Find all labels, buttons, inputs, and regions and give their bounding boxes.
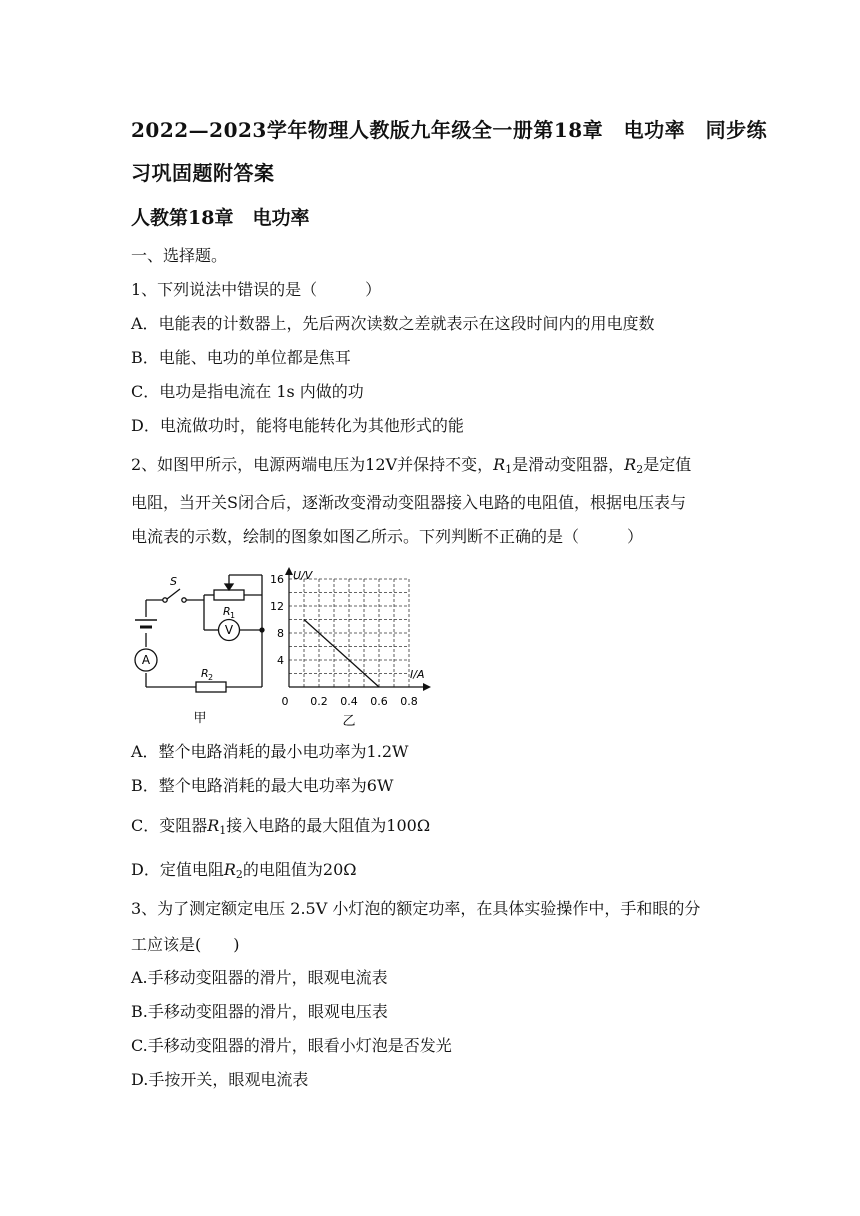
- r1-label: R: [223, 605, 231, 618]
- graph-caption: 乙: [342, 714, 356, 729]
- question-2-figure: [128, 565, 438, 730]
- question-3-stem-line-1: 3、为了测定额定电压 2.5V 小灯泡的额定功率，在具体实验操作中，手和眼的分: [131, 899, 701, 918]
- question-1-option-d: D．电流做功时，能将电能转化为其他形式的能: [131, 416, 464, 435]
- x-tick-label: 0.2: [310, 695, 328, 708]
- r1-subscript: 1: [505, 463, 513, 476]
- question-1-stem: 1、下列说法中错误的是（ ）: [131, 280, 382, 299]
- question-2-option-c: [131, 816, 430, 841]
- question-3-stem-line-2: 工应该是( ): [131, 935, 240, 954]
- stem-text: 是定值: [643, 455, 692, 474]
- question-1-option-b: B．电能、电功的单位都是焦耳: [131, 348, 351, 367]
- stem-text: 2、如图甲所示，电源两端电压为12V并保持不变，: [131, 455, 494, 474]
- y-tick-labels: [270, 573, 284, 667]
- question-2-stem-line-1: [131, 455, 691, 480]
- document-title-line-1: 2022—2023学年物理人教版九年级全一册第18章 电功率 同步练: [131, 118, 768, 142]
- option-text: D．定值电阻: [131, 860, 224, 879]
- graph-axes: [289, 573, 425, 687]
- figure-svg: [128, 565, 438, 730]
- y-tick-label: 16: [270, 573, 284, 586]
- section-heading: 一、选择题。: [131, 246, 228, 265]
- switch-blade: [167, 589, 180, 599]
- stem-text: 是滑动变阻器，: [512, 455, 625, 474]
- option-text: 接入电路的最大阻值为100Ω: [226, 816, 431, 835]
- r2-subscript: 2: [235, 868, 243, 881]
- voltmeter-label: V: [224, 623, 234, 637]
- question-1-option-c: C．电功是指电流在 1s 内做的功: [131, 382, 364, 401]
- slider-arrow: [225, 584, 233, 590]
- r2-symbol: R: [223, 860, 236, 879]
- r1-subscript: 1: [219, 824, 227, 837]
- question-2-option-b: B．整个电路消耗的最大电功率为6W: [131, 776, 394, 795]
- r1-symbol: R: [207, 816, 220, 835]
- option-text: C．变阻器: [131, 816, 208, 835]
- switch-label: S: [170, 575, 177, 588]
- x-axis-label: I/A: [410, 668, 425, 681]
- question-3-option-c: C.手移动变阻器的滑片，眼看小灯泡是否发光: [131, 1036, 452, 1055]
- question-2-stem-line-2: 电阻，当开关S闭合后，逐渐改变滑动变阻器接入电路的电阻值，根据电压表与: [131, 493, 686, 512]
- x-tick-label: 0.4: [340, 695, 358, 708]
- option-text: 的电阻值为20Ω: [242, 860, 357, 879]
- graph-grid: [289, 579, 409, 687]
- r2-resistor: [196, 682, 226, 692]
- x-tick-label: 0.8: [400, 695, 418, 708]
- y-tick-label: 12: [270, 600, 284, 613]
- question-1-option-a: A．电能表的计数器上，先后两次读数之差就表示在这段时间内的用电度数: [131, 314, 655, 333]
- junction-dot: [260, 628, 264, 632]
- switch-contact-right: [182, 598, 186, 602]
- r1-resistor: [214, 590, 244, 600]
- x-tick-label: 0.6: [370, 695, 388, 708]
- x-tick-labels: [310, 695, 418, 708]
- circuit-caption: 甲: [193, 711, 207, 726]
- question-3-option-a: A.手移动变阻器的滑片，眼观电流表: [131, 968, 388, 987]
- question-2-stem-line-3: 电流表的示数，绘制的图象如图乙所示。下列判断不正确的是（ ）: [131, 527, 644, 546]
- r2-label: R: [201, 667, 209, 680]
- y-tick-label: 4: [277, 654, 284, 667]
- x-axis-arrow: [423, 683, 431, 691]
- question-3-option-d: D.手按开关，眼观电流表: [131, 1070, 309, 1089]
- r1-symbol: R: [493, 455, 506, 474]
- r2-label-sub: 2: [208, 673, 214, 682]
- y-tick-label: 8: [277, 627, 284, 640]
- question-3-option-b: B.手移动变阻器的滑片，眼观电压表: [131, 1002, 388, 1021]
- origin-label: 0: [281, 695, 289, 708]
- r2-subscript: 2: [636, 463, 644, 476]
- series-line: [304, 620, 379, 688]
- y-axis-arrow: [285, 567, 293, 575]
- r2-symbol: R: [624, 455, 637, 474]
- question-2-option-a: A．整个电路消耗的最小电功率为1.2W: [131, 742, 409, 761]
- circuit-diagram: [135, 575, 264, 692]
- ammeter-label: A: [141, 653, 151, 667]
- chapter-heading: 人教第18章 电功率: [131, 207, 310, 229]
- r1-label-sub: 1: [230, 611, 236, 620]
- switch-contact-left: [163, 598, 167, 602]
- question-2-option-d: [131, 860, 357, 885]
- document-title-line-2: 习巩固题附答案: [131, 161, 275, 185]
- y-axis-label: U/V: [293, 569, 313, 582]
